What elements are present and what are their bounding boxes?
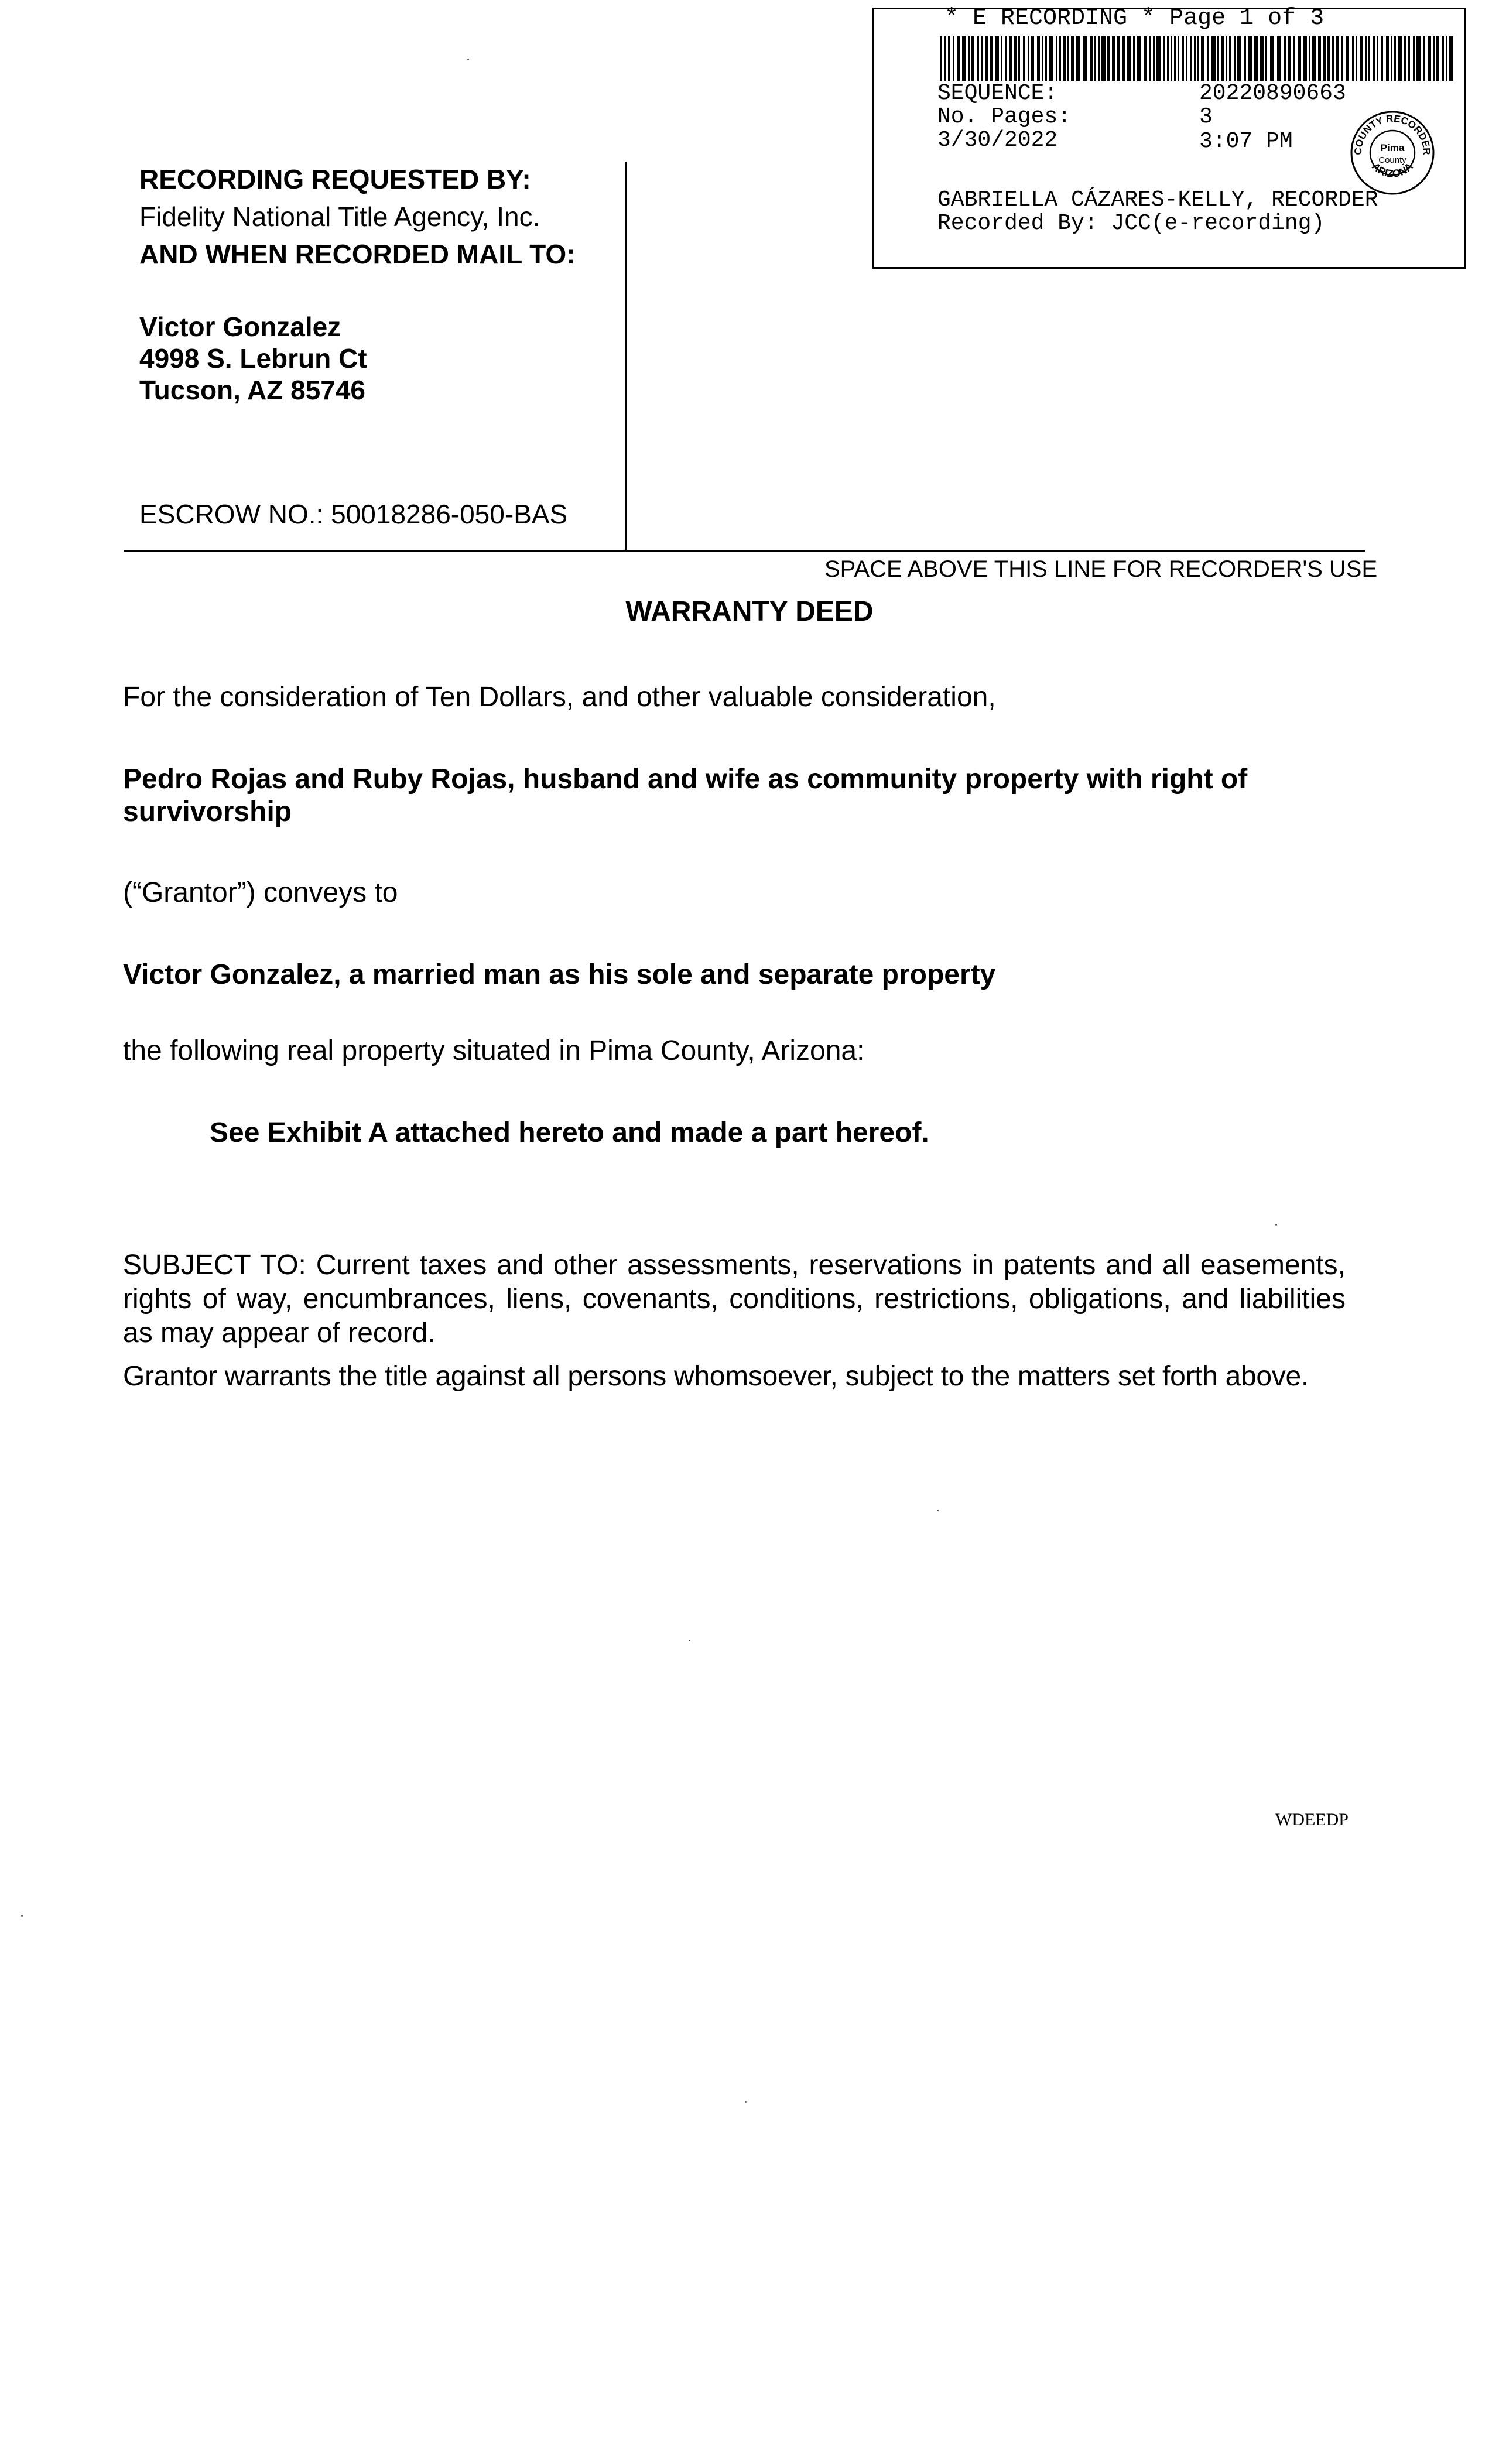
conveys-text: (“Grantor”) conveys to	[123, 877, 398, 908]
seal-top-text: COUNTY RECORDER	[1352, 112, 1433, 155]
warranty-statement: Grantor warrants the title against all persons whomsoever, subject to the matters set forth above.	[123, 1361, 1309, 1392]
record-date: 3/30/2022	[937, 128, 1058, 153]
property-text: the following real property situated in Pima County, Arizona:	[123, 1035, 865, 1066]
escrow-number: ESCROW NO.: 50018286-050-BAS	[139, 499, 568, 529]
scan-speck	[937, 1510, 939, 1511]
grantor-line-2: survivorship	[123, 796, 292, 827]
pages-label: No. Pages:	[937, 104, 1072, 129]
county-seal-icon	[1349, 109, 1436, 197]
grantor-line-1: Pedro Rojas and Ruby Rojas, husband and wife as community property with right of	[123, 764, 1248, 795]
document-title: WARRANTY DEED	[625, 596, 874, 627]
consideration-text: For the consideration of Ten Dollars, and other valuable consideration,	[123, 682, 996, 713]
scan-speck	[745, 2101, 747, 2103]
recording-requested-label: RECORDING REQUESTED BY:	[139, 164, 531, 194]
barcode	[940, 36, 1454, 81]
recorded-by: Recorded By: JCC(e-recording)	[937, 211, 1325, 236]
pages-value: 3	[1199, 104, 1213, 129]
form-code: WDEEDP	[1275, 1810, 1349, 1829]
mail-street: 4998 S. Lebrun Ct	[139, 343, 367, 374]
seal-bottom-text: ARIZONA	[1370, 160, 1415, 180]
requested-by: Fidelity National Title Agency, Inc.	[139, 201, 540, 232]
recorder-stamp	[872, 5, 1466, 269]
space-above-note: SPACE ABOVE THIS LINE FOR RECORDER'S USE	[824, 556, 1378, 582]
scan-speck	[689, 1640, 690, 1641]
seal-center-text-2: County	[1378, 155, 1406, 165]
header-divider-vertical	[625, 162, 627, 552]
subject-to-paragraph: SUBJECT TO: Current taxes and other assessments, reservations in patents and all easements, rights of way, encumbrances, liens, covenants, conditions, restrictions, obligations, and liabilities as may appear of record.	[123, 1250, 1346, 1349]
mail-city: Tucson, AZ 85746	[139, 375, 366, 405]
scan-speck	[467, 59, 469, 60]
exhibit-reference: See Exhibit A attached hereto and made a part hereof.	[210, 1117, 929, 1148]
recorder-space-rule	[124, 550, 1365, 552]
recorder-name: GABRIELLA CÁZARES-KELLY, RECORDER	[937, 187, 1378, 213]
sequence-value: 20220890663	[1199, 81, 1346, 106]
mail-name: Victor Gonzalez	[139, 312, 341, 342]
mail-to-label: AND WHEN RECORDED MAIL TO:	[139, 239, 576, 269]
seal-center-text-1: Pima	[1380, 142, 1405, 153]
stamp-header: * E RECORDING * Page 1 of 3	[944, 5, 1325, 32]
scan-speck	[1275, 1224, 1277, 1226]
grantee-text: Victor Gonzalez, a married man as his sole and separate property	[123, 959, 996, 990]
record-time: 3:07 PM	[1199, 129, 1293, 154]
sequence-label: SEQUENCE:	[937, 81, 1058, 106]
scan-speck	[21, 1915, 23, 1917]
